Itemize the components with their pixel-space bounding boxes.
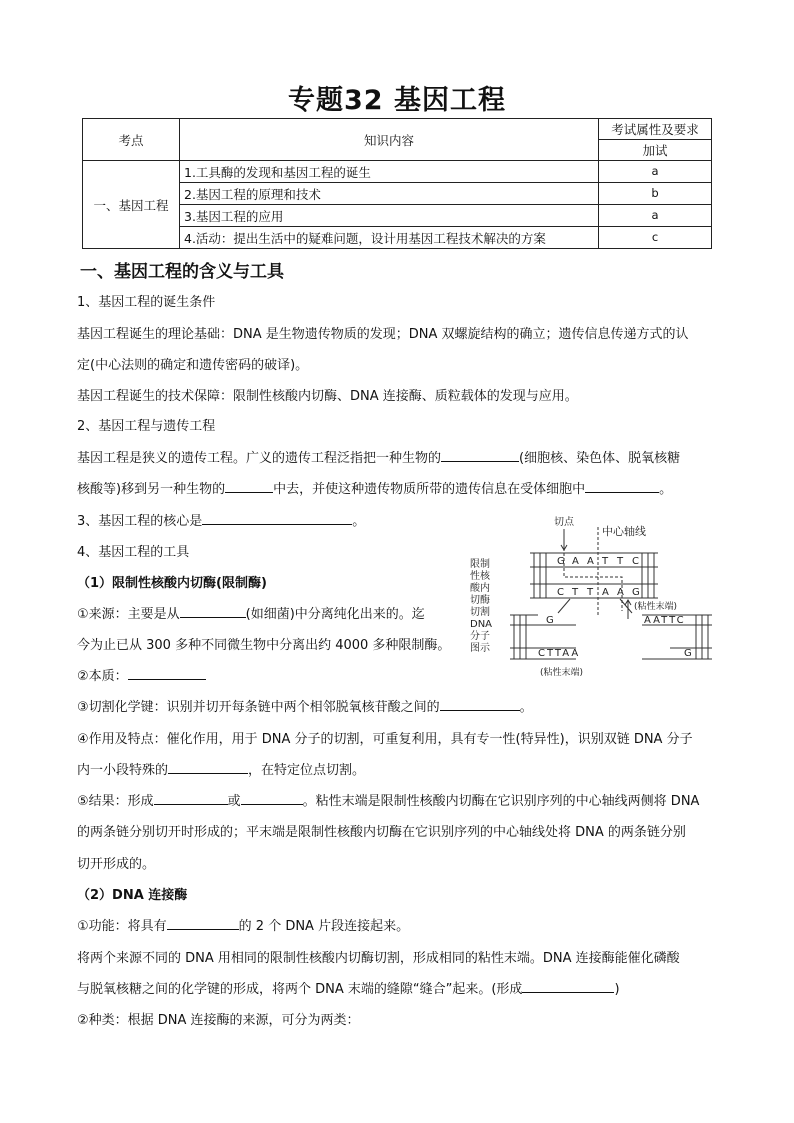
paragraph: 2、基因工程与遗传工程 [77,419,216,434]
paragraph: 1、基因工程的诞生条件 [77,295,216,310]
side-label-2: 性核 [470,571,490,582]
fill-blank[interactable] [168,759,248,774]
fill-blank[interactable] [167,915,239,930]
fill-blank[interactable] [225,478,273,493]
header-zhishi: 知识内容 [180,119,599,161]
paragraph: 的两条链分别切开时形成的；平末端是限制性核酸内切酶在它识别序列的中心轴线处将 DNA 的两条链分别 [77,825,686,840]
text: ①来源：主要是从 [77,607,180,622]
seq-bottom-5: A [617,587,624,598]
paragraph: 4、基因工程的工具 [77,545,190,560]
text: (如细菌)中分离纯化出来的。迄 [245,607,425,622]
side-label-3: 酸内 [470,583,490,594]
paragraph [77,974,719,1006]
kaodian-cell: 一、基因工程 [83,161,180,249]
text: 3、基因工程的核心是 [77,514,203,529]
paragraph: 基因工程诞生的理论基础：DNA 是生物遗传物质的发现；DNA 双螺旋结构的确立；遗传信息传递方式的认 [77,327,689,342]
sticky-end-label-right: (粘性末端) [634,602,678,612]
fill-blank[interactable] [202,510,352,525]
seq-top-4: T [602,556,609,567]
text: ) [614,982,620,997]
text: 与脱氧核糖之间的化学键的形成，将两个 DNA 末端的缝隙“缝合”起来。(形成 [77,982,523,997]
level-cell-1: a [599,161,712,183]
summary-table [82,118,712,249]
seq-top-3: A [587,556,594,567]
fill-blank[interactable] [241,790,303,805]
content-cell-2: 2.基因工程的原理和技术 [180,183,599,205]
paragraph: ④作用及特点：催化作用，用于 DNA 分子的切割，可重复利用，具有专一性(特异性)，识别双链 DNA 分子 [77,732,693,747]
paragraph [77,755,719,787]
text: 内一小段特殊的 [77,763,169,778]
fragment-left-bottom: CTTAA [538,648,581,659]
axis-label: 中心轴线 [602,525,646,538]
seq-top-5: T [617,556,624,567]
content-cell-3: 3.基因工程的应用 [180,205,599,227]
subheading: （1）限制性核酸内切酶(限制酶) [77,576,267,591]
seq-top-1: G [557,556,565,567]
text: 。粘性末端是限制性核酸内切酶在它识别序列的中心轴线两侧将 DNA [302,794,700,809]
paragraph: ②种类：根据 DNA 连接酶的来源，可分为两类： [77,1013,360,1028]
fill-blank[interactable] [128,665,206,680]
text: 核酸等)移到另一种生物的 [77,482,226,497]
sticky-end-label-left: (粘性末端) [540,668,584,678]
fill-blank[interactable] [440,696,520,711]
seq-bottom-1: C [557,587,564,598]
text: ②本质： [77,669,128,684]
text: ⑤结果：形成 [77,794,154,809]
seq-bottom-2: T [572,587,579,598]
fill-blank[interactable] [522,978,614,993]
text: 的 2 个 DNA 片段连接起来。 [238,919,410,934]
section-heading: 一、基因工程的含义与工具 [80,262,284,282]
side-label-8: 图示 [470,643,490,654]
text: 中去，并使这种遗传物质所带的遗传信息在受体细胞中 [273,482,586,497]
side-label-5: 切割 [470,607,490,618]
content-cell-1: 1.工具酶的发现和基因工程的诞生 [180,161,599,183]
paragraph: 定(中心法则的确定和遗传密码的破译)。 [77,358,309,373]
paragraph [77,692,719,724]
text: (细胞核、染色体、脱氧核糖 [519,451,681,466]
level-cell-2: b [599,183,712,205]
text: 。 [659,482,673,497]
header-shuxing: 考试属性及要求 [599,119,712,140]
seq-bottom-3: T [587,587,594,598]
level-cell-3: a [599,205,712,227]
seq-bottom-4: A [602,587,609,598]
text: ①功能：将具有 [77,919,167,934]
paragraph: 基因工程诞生的技术保障：限制性核酸内切酶、DNA 连接酶、质粒载体的发现与应用。 [77,389,578,404]
side-label-6: DNA [470,619,493,630]
seq-top-6: C [632,556,639,567]
text: 基因工程是狭义的遗传工程。广义的遗传工程泛指把一种生物的 [77,451,442,466]
header-kaodian: 考点 [83,119,180,161]
page-title: 专题32 基因工程 [288,85,506,116]
paragraph: 切开形成的。 [77,857,156,872]
text: 。 [352,514,366,529]
fragment-left-top: G [546,615,554,626]
restriction-enzyme-figure [462,515,720,680]
paragraph: 将两个来源不同的 DNA 用相同的限制性核酸内切酶切割，形成相同的粘性末端。DNA 连接酶能催化磷酸 [77,951,680,966]
fragment-right-bottom: G [684,648,692,659]
paragraph [77,443,719,475]
fragment-right-top: AATTC [644,615,686,626]
text: 。 [519,700,533,715]
fill-blank[interactable] [585,478,659,493]
cut-point-label: 切点 [554,517,574,528]
fill-blank[interactable] [441,447,519,462]
paragraph: 今为止已从 300 多种不同微生物中分离出约 4000 多种限制酶。 [77,638,451,653]
fill-blank[interactable] [180,603,246,618]
paragraph [77,599,467,631]
paragraph [77,786,719,818]
paragraph [77,911,719,943]
side-label-1: 限制 [470,559,490,570]
text: ③切割化学键：识别并切开每条链中两个相邻脱氧核苷酸之间的 [77,700,440,715]
side-label-4: 切酶 [470,595,490,606]
side-label-7: 分子 [470,631,490,642]
level-cell-4: c [599,227,712,249]
fill-blank[interactable] [154,790,228,805]
subheading: （2）DNA 连接酶 [77,888,188,903]
seq-bottom-6: G [632,587,640,598]
text: ，在特定位点切割。 [248,763,366,778]
header-jiashi: 加试 [599,140,712,161]
content-cell-4: 4.活动：提出生活中的疑难问题，设计用基因工程技术解决的方案 [180,227,599,249]
text: 或 [227,794,241,809]
seq-top-2: A [572,556,579,567]
paragraph [77,474,719,506]
